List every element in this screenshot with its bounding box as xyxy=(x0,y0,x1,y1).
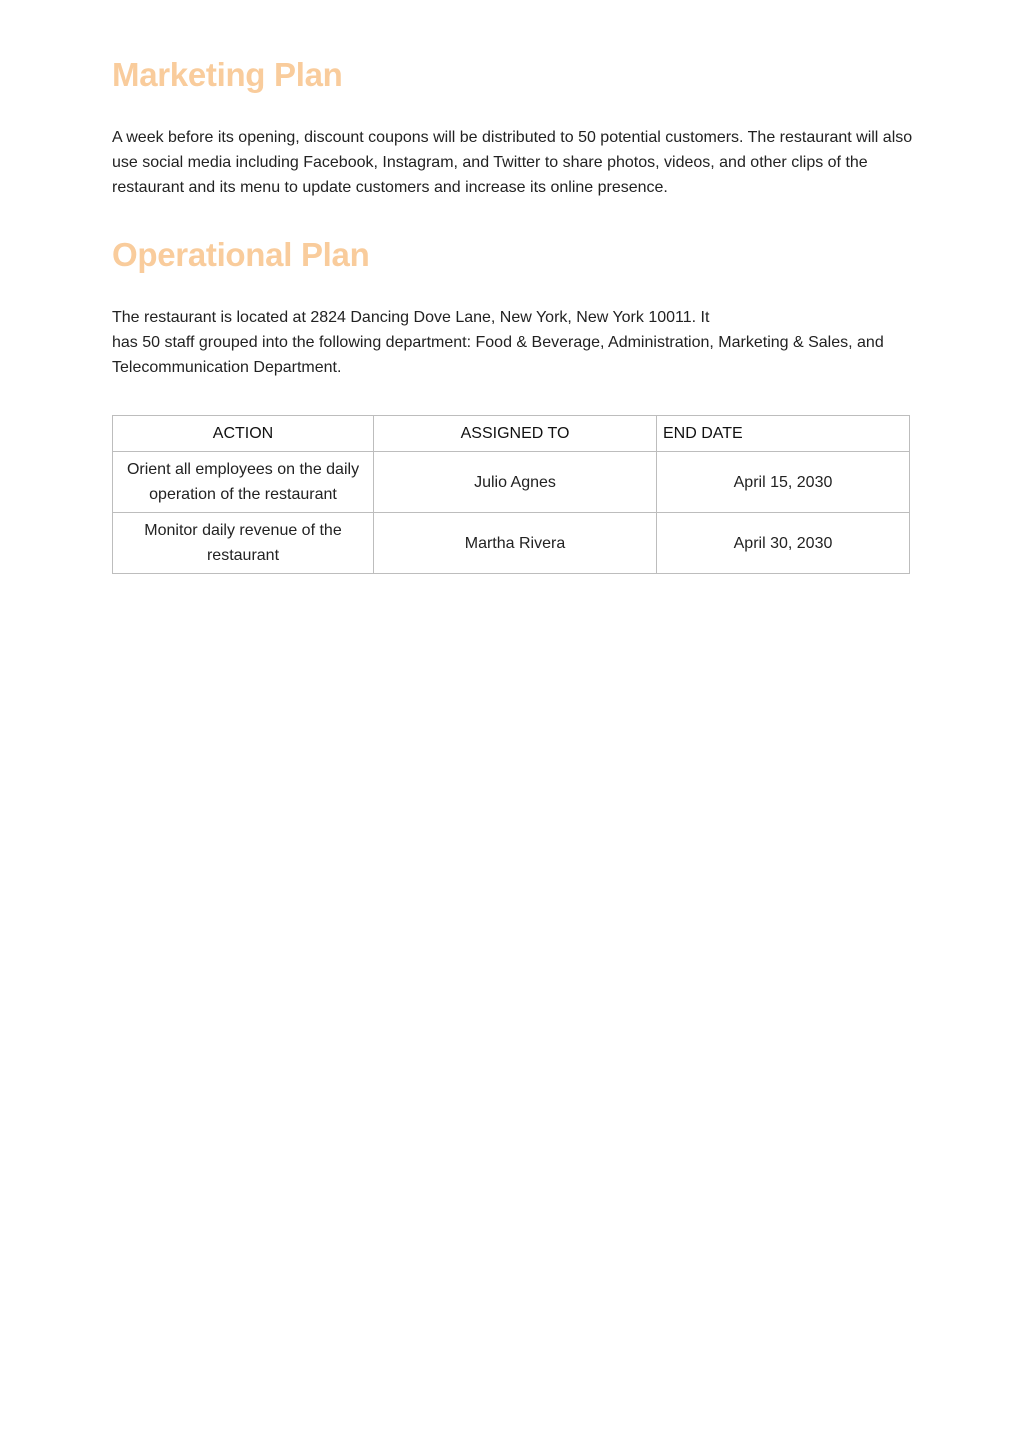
marketing-plan-paragraph xyxy=(112,125,912,200)
operational-plan-table xyxy=(112,415,910,574)
paragraph-line: Telecommunication Department. xyxy=(112,359,342,376)
operational-plan-heading: Operational Plan xyxy=(112,236,370,273)
action-text-line: restaurant xyxy=(206,547,280,564)
assigned-to-cell: Martha Rivera xyxy=(374,513,657,574)
end-date-cell: April 15, 2030 xyxy=(657,452,910,513)
header-end-date: END DATE xyxy=(657,416,910,452)
action-cell xyxy=(113,452,374,513)
paragraph-line: has 50 staff grouped into the following department: Food & Beverage, Administration, Marketing & Sales, and xyxy=(112,334,884,351)
end-date-cell: April 30, 2030 xyxy=(657,513,910,574)
action-text-line: Orient all employees on the daily xyxy=(126,461,360,478)
operational-plan-paragraph xyxy=(112,305,912,380)
table-header-row xyxy=(113,416,910,452)
table-row xyxy=(113,513,910,574)
assigned-to-cell: Julio Agnes xyxy=(374,452,657,513)
action-cell xyxy=(113,513,374,574)
table-row xyxy=(113,452,910,513)
action-text-line: Monitor daily revenue of the xyxy=(144,522,342,539)
paragraph-line: use social media including Facebook, Instagram, and Twitter to share photos, videos, and other clips of the xyxy=(112,154,868,171)
paragraph-line: A week before its opening, discount coupons will be distributed to 50 potential customers. The restaurant will also xyxy=(112,129,913,146)
action-text-line: operation of the restaurant xyxy=(149,486,337,503)
paragraph-line: The restaurant is located at 2824 Dancing Dove Lane, New York, New York 10011. It xyxy=(112,309,710,326)
header-assigned-to: ASSIGNED TO xyxy=(374,416,657,452)
header-action: ACTION xyxy=(113,416,374,452)
paragraph-line: restaurant and its menu to update customers and increase its online presence. xyxy=(112,179,668,196)
marketing-plan-heading: Marketing Plan xyxy=(112,56,343,93)
